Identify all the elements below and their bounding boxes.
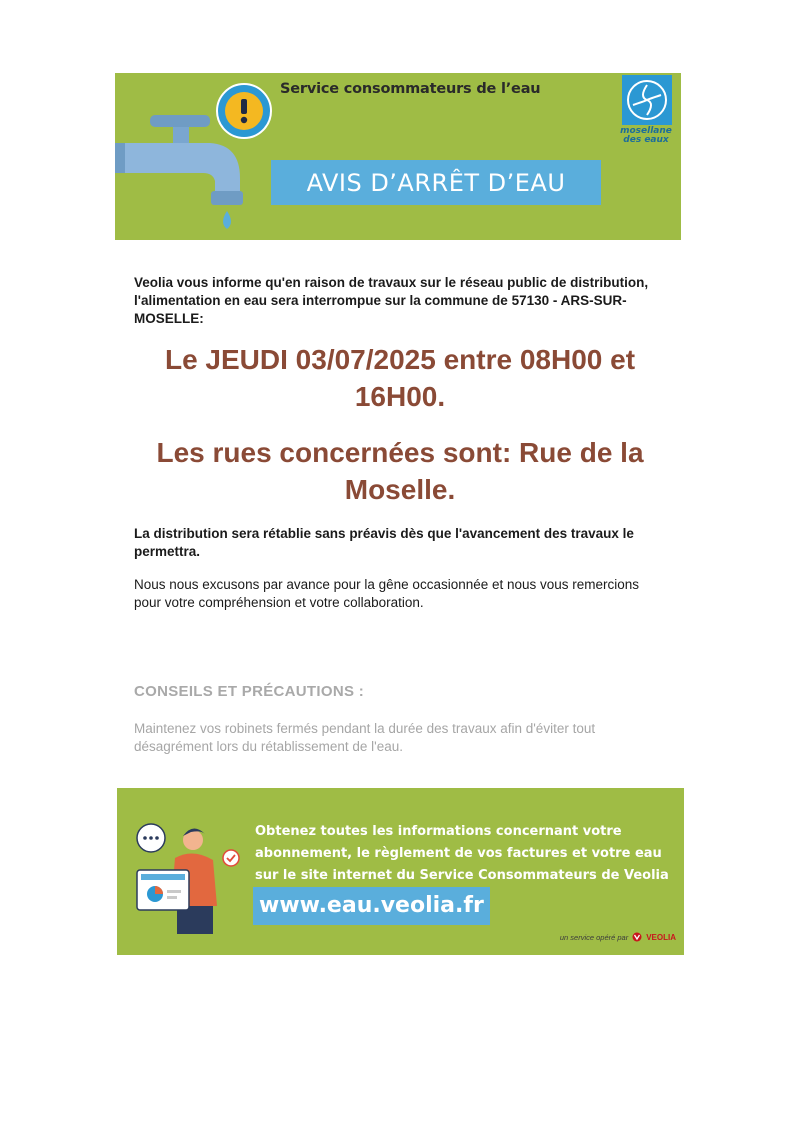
alert-icon	[215, 82, 273, 140]
banner-title: AVIS D’ARRÊT D’EAU	[271, 160, 601, 205]
operated-by-text: un service opéré par	[559, 932, 629, 942]
logo-line-1: mosellane	[620, 126, 672, 136]
advice-paragraph: Maintenez vos robinets fermés pendant la durée des travaux afin d'éviter tout désagrément lors du rétablissement de l'eau.	[134, 721, 596, 754]
veolia-brand: VEOLIA	[646, 932, 676, 942]
veolia-logo-icon	[632, 932, 642, 942]
logo-text	[613, 127, 679, 145]
footer-info-text: Obtenez toutes les informations concernant votre abonnement, le règlement de vos factures et votre eau sur le site internet du Service Consommateurs de Veolia	[255, 824, 669, 883]
logo-line-2: des eaux	[623, 135, 669, 145]
mosellane-logo	[622, 75, 672, 125]
header-panel	[115, 73, 681, 240]
service-title: Service consommateurs de l’eau	[280, 81, 541, 97]
website-link[interactable]: www.eau.veolia.fr	[253, 887, 490, 925]
footer-panel	[117, 788, 684, 955]
apology-paragraph: Nous nous excusons par avance pour la gêne occasionnée et nous vous remercions pour votre compréhension et votre collaboration.	[134, 577, 640, 610]
streets-line: Les rues concernées sont: Rue de la Moselle.	[156, 437, 644, 505]
person-with-chart-icon	[131, 818, 243, 936]
advice-title: CONSEILS ET PRÉCAUTIONS :	[134, 683, 365, 700]
date-line: Le JEUDI 03/07/2025 entre 08H00 et 16H00.	[164, 344, 636, 412]
intro-paragraph: Veolia vous informe qu'en raison de travaux sur le réseau public de distribution, l'alimentation en eau sera interrompue sur la commune de 57130 - ARS-SUR-MOSELLE:	[134, 275, 649, 326]
logo-symbol-icon	[622, 75, 672, 125]
operated-by	[560, 932, 676, 942]
restore-paragraph: La distribution sera rétablie sans préavis dès que l'avancement des travaux le permettra.	[134, 526, 634, 559]
